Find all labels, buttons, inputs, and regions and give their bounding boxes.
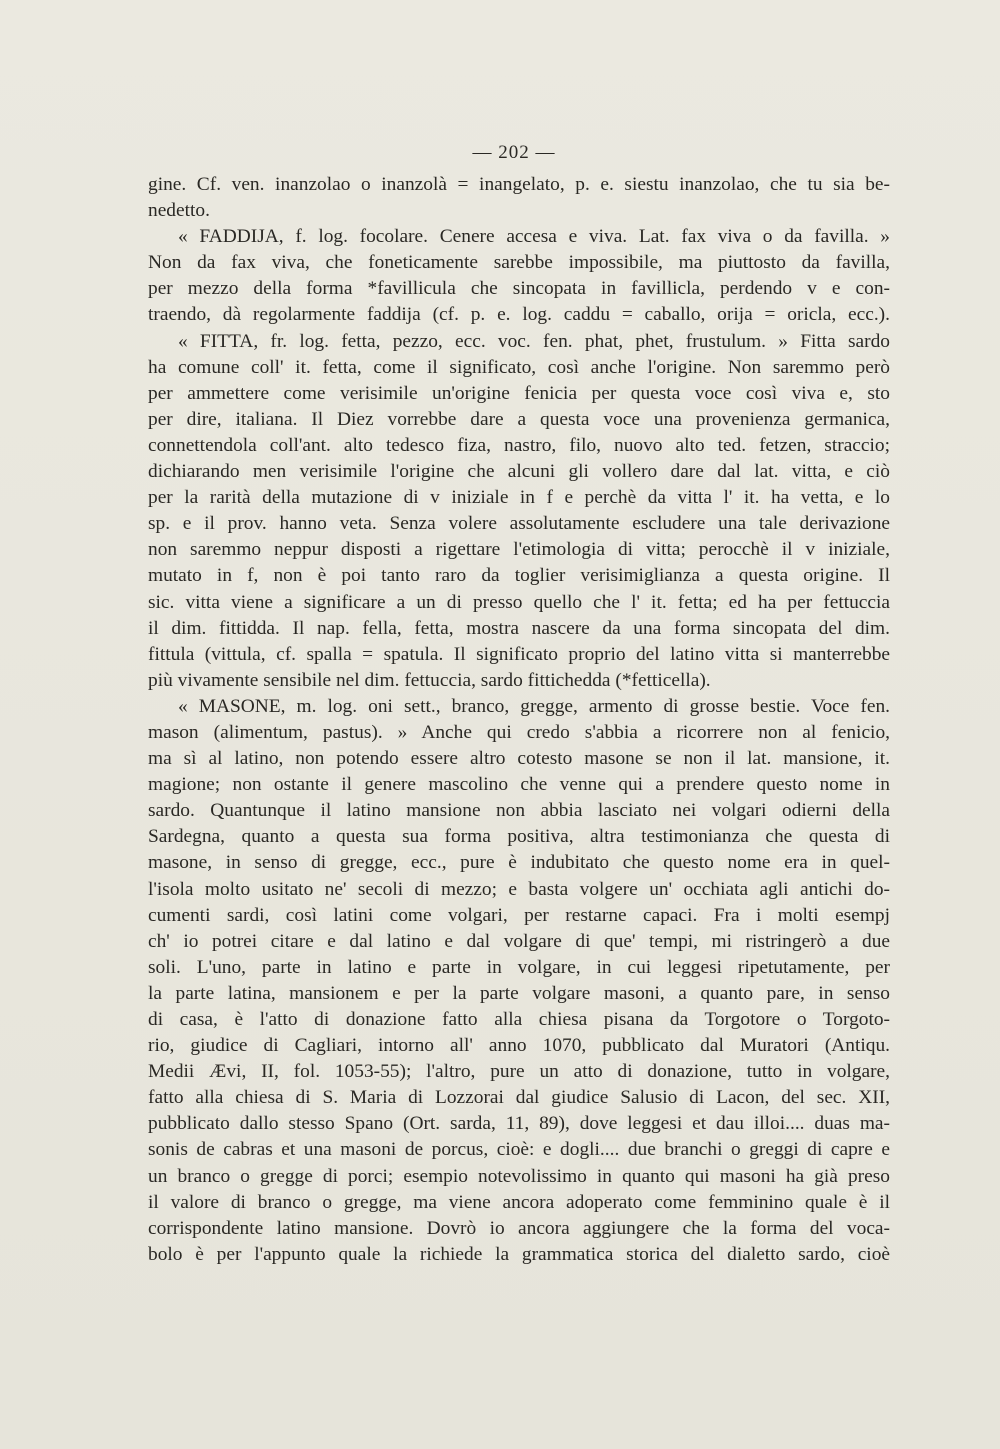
text-line: per ammettere come verisimile un'origine fenicia per questa voce così viva e, sto: [148, 382, 890, 404]
text-line: fatto alla chiesa di S. Maria di Lozzorai dal giudice Salusio di Lacon, del sec. XII,: [148, 1087, 890, 1109]
text-line: gine. Cf. ven. inanzolao o inanzolà = inangelato, p. e. siestu inanzolao, che tu sia be-: [148, 174, 890, 195]
text-line: soli. L'uno, parte in latino e parte in volgare, in cui leggesi ripetutamente, per: [148, 956, 890, 978]
text-line: magione; non ostante il genere mascolino che venne qui a prendere questo nome in: [148, 774, 890, 796]
text-line: ma sì al latino, non potendo essere altro cotesto masone se non il lat. mansione, it.: [148, 748, 890, 770]
text-line: mason (alimentum, pastus). » Anche qui credo s'abbia a ricorrere non al fenicio,: [148, 721, 890, 743]
text-line: per mezzo della forma *favillicula che sincopata in favillicla, perdendo v e con-: [148, 278, 890, 300]
text-line: rio, giudice di Cagliari, intorno all' anno 1070, pubblicato dal Muratori (Antiqu.: [148, 1035, 890, 1057]
text-line: « FADDIJA, f. log. focolare. Cenere accesa e viva. Lat. fax viva o da favilla. »: [178, 226, 890, 248]
body-text: [148, 172, 890, 1268]
text-line: dichiarando men verisimile l'origine che alcuni gli vollero dare dal lat. vitta, e ciò: [148, 461, 890, 483]
text-line: Sardegna, quanto a questa sua forma positiva, altra testimonianza che questa di: [148, 826, 890, 848]
text-line: « FITTA, fr. log. fetta, pezzo, ecc. voc. fen. phat, phet, frustulum. » Fitta sardo: [178, 330, 890, 352]
text-line: Non da fax viva, che foneticamente sarebbe impossibile, ma piuttosto da favilla,: [148, 252, 890, 274]
text-line: « MASONE, m. log. oni sett., branco, gregge, armento di grosse bestie. Voce fen.: [178, 695, 890, 717]
text-line: più vivamente sensibile nel dim. fettuccia, sardo fittichedda (*fetticella).: [148, 669, 711, 691]
text-line: fittula (vittula, cf. spalla = spatula. Il significato proprio del latino vitta si manterrebbe: [148, 643, 890, 665]
text-line: il dim. fittidda. Il nap. fella, fetta, mostra nascere da una forma sincopata del dim.: [148, 617, 890, 639]
text-line: non saremmo neppur disposti a rigettare l'etimologia di vitta; perocchè il v iniziale,: [148, 539, 890, 561]
text-line: cumenti sardi, così latini come volgari, per restarne capaci. Fra i molti esempj: [148, 904, 890, 926]
text-line: Medii Ævi, II, fol. 1053-55); l'altro, pure un atto di donazione, tutto in volgare,: [148, 1061, 890, 1083]
text-line: sonis de cabras et una masoni de porcus, cioè: e dogli.... due branchi o greggi di capre e: [148, 1139, 890, 1161]
text-line: l'isola molto usitato ne' secoli di mezzo; e basta volgere un' occhiata agli antichi do-: [148, 878, 890, 900]
text-line: sic. vitta viene a significare a un di presso quello che l' it. fetta; ed ha per fettuccia: [148, 591, 890, 613]
text-line: sardo. Quantunque il latino mansione non abbia lasciato nei volgari odierni della: [148, 800, 890, 822]
text-line: corrispondente latino mansione. Dovrò io ancora aggiungere che la forma del voca-: [148, 1217, 890, 1239]
text-line: il valore di branco o gregge, ma viene ancora adoperato come femminino quale è il: [148, 1191, 890, 1213]
text-line: nedetto.: [148, 200, 210, 222]
text-line: pubblicato dallo stesso Spano (Ort. sarda, 11, 89), dove leggesi et dau illoi.... duas ma-: [148, 1113, 890, 1135]
text-line: masone, in senso di gregge, ecc., pure è indubitato che questo nome era in quel-: [148, 852, 890, 874]
text-line: un branco o gregge di porci; esempio notevolissimo in quanto qui masoni ha già preso: [148, 1165, 890, 1187]
text-line: mutato in f, non è poi tanto raro da toglier verisimiglianza a questa origine. Il: [148, 565, 890, 587]
text-line: traendo, dà regolarmente faddija (cf. p. e. log. caddu = caballo, orija = oricla, ecc.).: [148, 304, 890, 326]
text-line: sp. e il prov. hanno veta. Senza volere assolutamente escludere una tale derivazione: [148, 513, 890, 535]
text-line: ch' io potrei citare e dal latino e dal volgare di que' tempi, mi ristringerò a due: [148, 930, 890, 952]
text-line: la parte latina, mansionem e per la parte volgare masoni, a quanto pare, in senso: [148, 982, 890, 1004]
text-line: per la rarità della mutazione di v iniziale in f e perchè da vitta l' it. ha vetta, e lo: [148, 487, 890, 509]
text-line: connettendola coll'ant. alto tedesco fiza, nastro, filo, nuovo alto ted. fetzen, straccio;: [148, 434, 890, 456]
text-line: di casa, è l'atto di donazione fatto alla chiesa pisana da Torgotore o Torgoto-: [148, 1009, 890, 1030]
text-line: per dire, italiana. Il Diez vorrebbe dare a questa voce una provenienza germanica,: [148, 408, 890, 430]
text-line: bolo è per l'appunto quale la richiede la grammatica storica del dialetto sardo, cioè: [148, 1243, 890, 1265]
page-number: — 202 —: [472, 142, 556, 163]
text-line: ha comune coll' it. fetta, come il significato, così anche l'origine. Non saremmo però: [148, 356, 890, 378]
